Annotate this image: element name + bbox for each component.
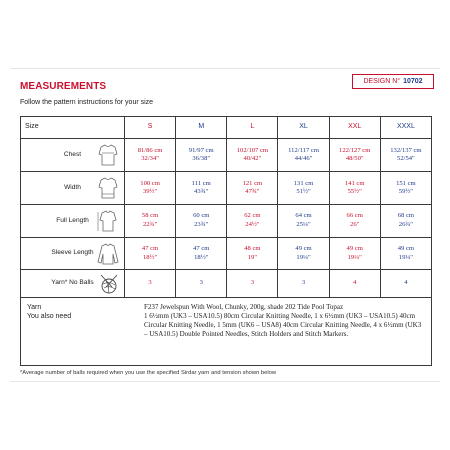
width-s: 100 cm 39½" xyxy=(125,172,176,205)
design-label: DESIGN N° xyxy=(363,78,401,85)
width-label: Width xyxy=(64,183,81,191)
row-width xyxy=(21,172,432,205)
full-length-xl: 64 cm 25¼" xyxy=(278,204,329,237)
chest-label: Chest xyxy=(63,151,82,159)
row-label xyxy=(21,204,125,237)
yarn-balls-xxl: 4 xyxy=(329,270,380,298)
row-label xyxy=(21,139,125,172)
chest-m: 91/97 cm 36/38" xyxy=(176,139,227,172)
yarn-balls-label: Yarn* No Balls xyxy=(51,279,94,287)
design-number-box xyxy=(352,74,434,89)
full-length-sketch-icon xyxy=(96,209,120,233)
measurements-table xyxy=(20,116,432,298)
row-full-length xyxy=(21,204,432,237)
width-sketch-icon xyxy=(96,176,120,200)
sleeve-length-xxl: 49 cm 19¼" xyxy=(329,237,380,270)
size-m: M xyxy=(176,117,227,139)
yarn-balls-xl: 3 xyxy=(278,270,329,298)
yarn-label: Yarn xyxy=(27,304,42,311)
width-xxxl: 151 cm 59½" xyxy=(380,172,431,205)
sleeve-length-sketch-icon xyxy=(96,242,120,266)
chest-s: 81/86 cm 32/34" xyxy=(125,139,176,172)
yarn-details xyxy=(144,303,426,339)
full-length-l: 62 cm 24½" xyxy=(227,204,278,237)
size-label: Size xyxy=(21,117,125,139)
sleeve-length-m: 47 cm 18½" xyxy=(176,237,227,270)
full-length-xxl: 66 cm 26" xyxy=(329,204,380,237)
yarn-balls-icon xyxy=(98,273,120,295)
full-length-xxxl: 68 cm 26¾" xyxy=(380,204,431,237)
size-l: L xyxy=(227,117,278,139)
chest-sketch-icon xyxy=(96,143,120,167)
yarn-section xyxy=(20,298,432,366)
width-xxl: 141 cm 55½" xyxy=(329,172,380,205)
row-label xyxy=(21,237,125,270)
design-number: 10702 xyxy=(403,78,423,85)
additional-needs: 1 6½mm (UK3 – USA10.5) 80cm Circular Knitting Needle, 1 x 6½mm (UK3 – USA10.5) 40cm Circular Knitting Needle, 1 5mm (UK6 – USA8) 40cm Circular Knitting Needle, 4 x 6½mm (UK3 – USA10.5) Double Pointed Needles, Stitch Holders and Stitch Markers. xyxy=(144,312,422,338)
size-header-row xyxy=(21,117,432,139)
yarn-balls-l: 3 xyxy=(227,270,278,298)
size-s: S xyxy=(125,117,176,139)
size-xxxl: XXXL xyxy=(380,117,431,139)
row-label xyxy=(21,172,125,205)
sleeve-length-label: Sleeve Length xyxy=(51,249,94,257)
footnote: *Average number of balls required when you use the specified Sirdar yarn and tension shown below xyxy=(20,370,277,376)
yarn-balls-s: 3 xyxy=(125,270,176,298)
yarn-balls-m: 3 xyxy=(176,270,227,298)
size-xl: XL xyxy=(278,117,329,139)
sleeve-length-s: 47 cm 18½" xyxy=(125,237,176,270)
yarn-balls-xxxl: 4 xyxy=(380,270,431,298)
width-m: 111 cm 43¾" xyxy=(176,172,227,205)
full-length-label: Full Length xyxy=(56,216,89,224)
also-need-label: You also need xyxy=(27,313,72,320)
sleeve-length-xl: 49 cm 19¼" xyxy=(278,237,329,270)
page-title: MEASUREMENTS xyxy=(20,81,107,92)
size-xxl: XXL xyxy=(329,117,380,139)
chest-xl: 112/117 cm 44/46" xyxy=(278,139,329,172)
chest-xxl: 122/127 cm 48/50" xyxy=(329,139,380,172)
row-sleeve-length xyxy=(21,237,432,270)
full-length-m: 60 cm 23¾" xyxy=(176,204,227,237)
chest-xxxl: 132/137 cm 52/54" xyxy=(380,139,431,172)
intro-text: Follow the pattern instructions for your size xyxy=(20,99,154,106)
sleeve-length-l: 48 cm 19" xyxy=(227,237,278,270)
row-yarn-balls xyxy=(21,270,432,298)
row-label xyxy=(21,270,125,298)
width-xl: 131 cm 51½" xyxy=(278,172,329,205)
yarn-labels xyxy=(27,303,71,321)
width-l: 121 cm 47¾" xyxy=(227,172,278,205)
full-length-s: 58 cm 22¾" xyxy=(125,204,176,237)
chest-l: 102/107 cm 40/42" xyxy=(227,139,278,172)
yarn-description: F237 Jewelspun With Wool, Chunky, 200g, shade 202 Tide Pool Topaz xyxy=(144,303,344,311)
row-chest xyxy=(21,139,432,172)
sleeve-length-xxxl: 49 cm 19¼" xyxy=(380,237,431,270)
